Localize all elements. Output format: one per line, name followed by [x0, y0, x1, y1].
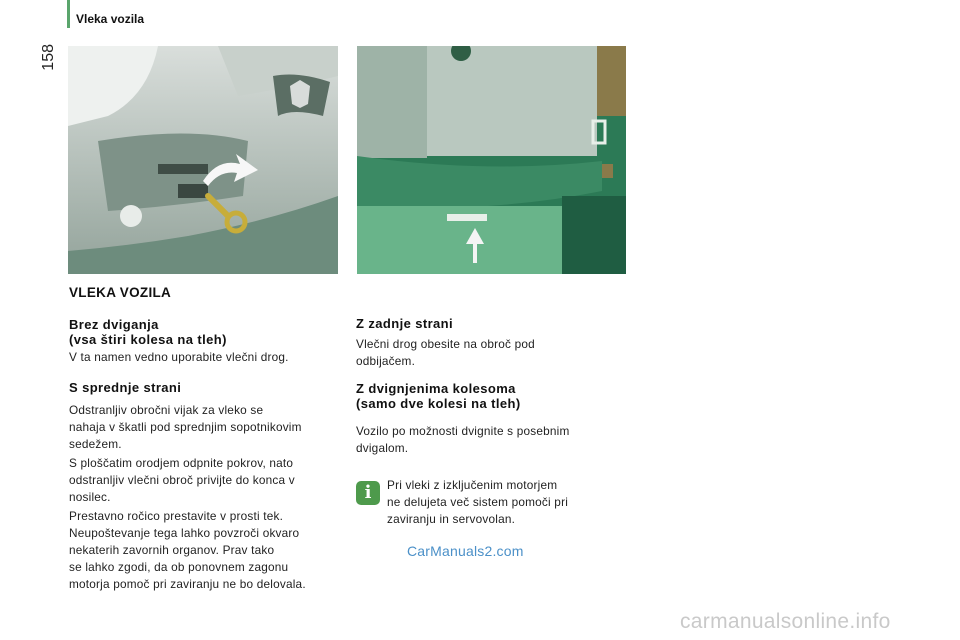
front-paragraph-1: [69, 402, 302, 453]
text-line: Prestavno ročico prestavite v prosti tek.: [69, 509, 284, 523]
rear-heading: Z zadnje strani: [356, 316, 454, 331]
text-line: zaviranju in servovolan.: [387, 512, 516, 526]
info-icon-glyph: i: [364, 482, 372, 503]
section-title: Vleka vozila: [76, 12, 145, 26]
text-line: Pri vleki z izključenim motorjem: [387, 478, 558, 492]
no-lift-heading: [69, 317, 227, 347]
front-paragraph-3: [69, 508, 306, 593]
text-line: Neupoštevanje tega lahko povzroči okvaro: [69, 526, 300, 540]
lift-text: [356, 423, 570, 457]
rear-text: [356, 336, 535, 370]
section-accent-bar: [67, 0, 70, 28]
text-line: S ploščatim orodjem odpnite pokrov, nato: [69, 456, 294, 470]
footer-watermark: carmanualsonline.info: [680, 610, 891, 633]
text-line: Odstranljiv obročni vijak za vleko se: [69, 403, 264, 417]
text-line: nekaterih zavornih organov. Prav tako: [69, 543, 275, 557]
lift-heading: [356, 381, 521, 411]
lift-heading-line2: (samo dve kolesi na tleh): [356, 396, 521, 411]
carmanuals-watermark: CarManuals2.com: [407, 543, 524, 559]
text-line: Vlečni drog obesite na obroč pod: [356, 337, 535, 351]
info-note: [387, 477, 568, 528]
lift-heading-line1: Z dvignjenima kolesoma: [356, 381, 516, 396]
text-line: Vozilo po možnosti dvignite s posebnim: [356, 424, 570, 438]
info-icon: [356, 481, 380, 505]
intro-text: V ta namen vedno uporabite vlečni drog.: [69, 350, 289, 364]
main-heading: VLEKA VOZILA: [69, 285, 172, 300]
no-lift-heading-line2: (vsa štiri kolesa na tleh): [69, 332, 227, 347]
text-line: odstranljiv vlečni obroč privijte do konca v: [69, 473, 295, 487]
rear-towing-illustration: [357, 46, 626, 274]
page-number: 158: [40, 44, 57, 71]
text-line: se lahko zgodi, da ob ponovnem zagonu: [69, 560, 289, 574]
text-line: odbijačem.: [356, 354, 416, 368]
no-lift-heading-line1: Brez dviganja: [69, 317, 159, 332]
front-towing-illustration: [68, 46, 338, 274]
text-line: dvigalom.: [356, 441, 409, 455]
front-heading: S sprednje strani: [69, 380, 182, 395]
text-line: sedežem.: [69, 437, 122, 451]
text-line: ne delujeta več sistem pomoči pri: [387, 495, 569, 509]
text-line: nahaja v škatli pod sprednjim sopotnikovim: [69, 420, 302, 434]
text-line: motorja pomoč pri zaviranju ne bo delovala.: [69, 577, 306, 591]
front-paragraph-2: [69, 455, 295, 506]
text-line: nosilec.: [69, 490, 111, 504]
